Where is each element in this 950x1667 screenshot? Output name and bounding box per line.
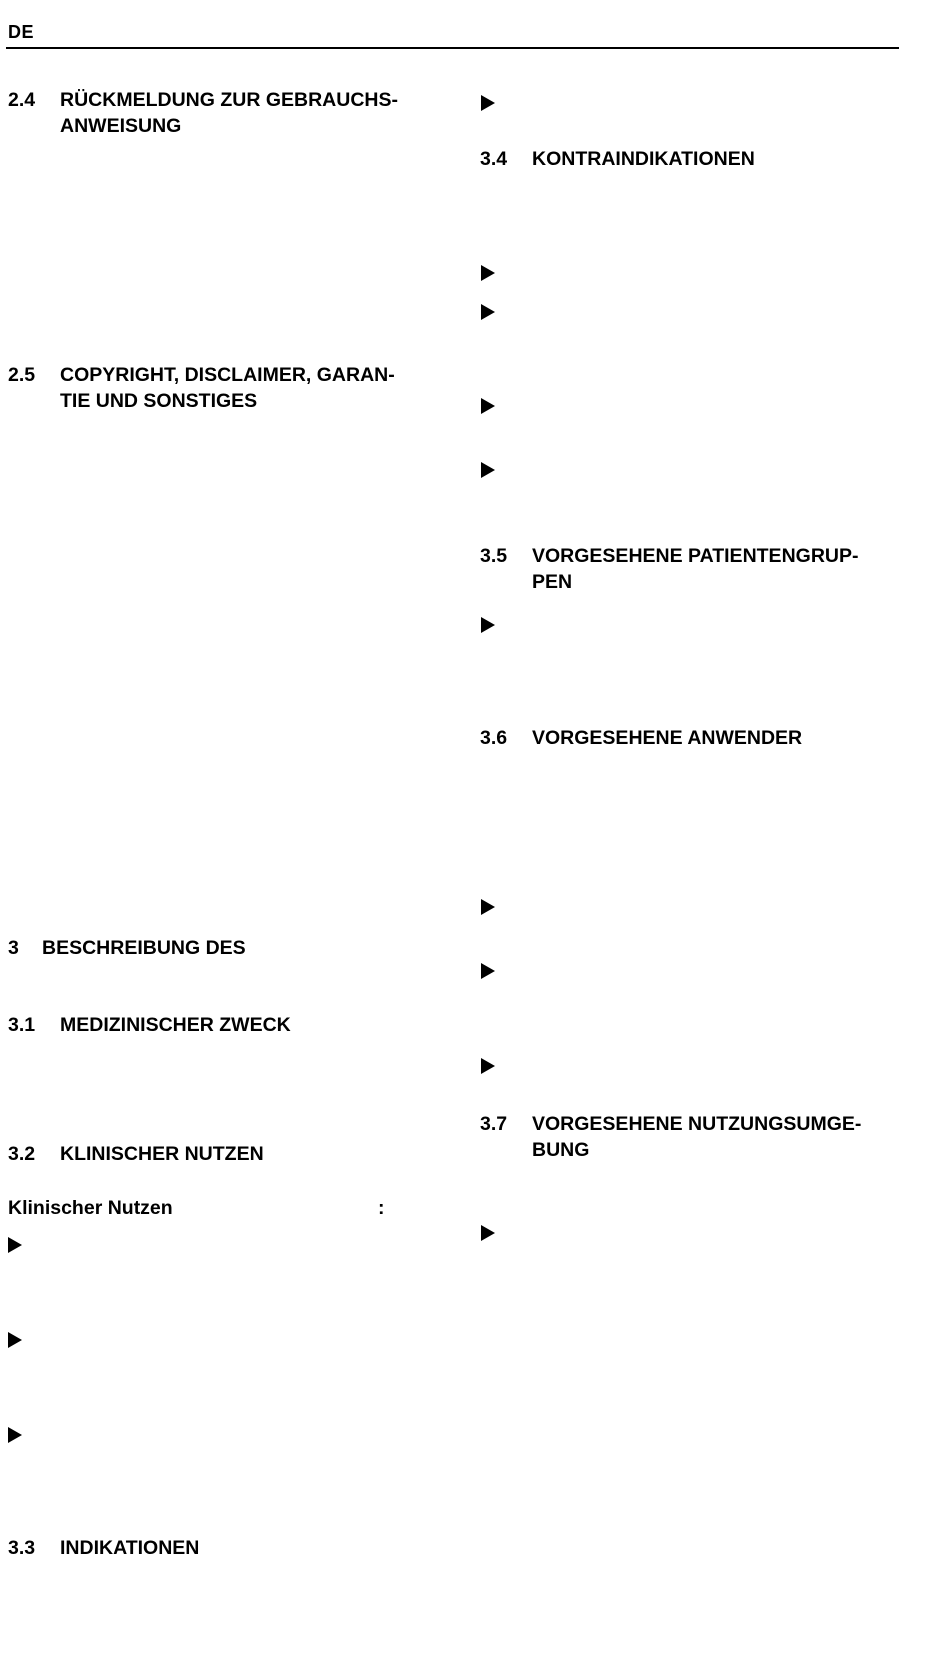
section-title-line-1: VORGESEHENE PATIENTENGRUP- — [532, 545, 859, 567]
section-number: 2.4 — [8, 89, 36, 111]
section-title: MEDIZINISCHER ZWECK — [60, 1014, 291, 1036]
language-code: DE — [8, 22, 35, 42]
section-title-line-1: VORGESEHENE NUTZUNGSUMGE- — [532, 1113, 862, 1135]
clinical-benefit-colon: : — [378, 1197, 385, 1219]
section-title-line-2: BUNG — [532, 1139, 590, 1161]
section-title-line-2: PEN — [532, 571, 573, 593]
section-title: KONTRAINDIKATIONEN — [532, 148, 755, 170]
section-number: 3 — [8, 937, 19, 959]
section-number: 3.5 — [480, 545, 508, 567]
section-number: 3.4 — [480, 148, 508, 170]
section-title: VORGESEHENE ANWENDER — [532, 727, 803, 749]
bullet-arrow-icon — [8, 1427, 22, 1443]
section-number: 3.6 — [480, 727, 508, 749]
bullet-arrow-icon — [8, 1237, 22, 1253]
section-title-line-1: RÜCKMELDUNG ZUR GEBRAUCHS- — [60, 89, 398, 111]
section-number: 3.7 — [480, 1113, 508, 1135]
section-number: 2.5 — [8, 364, 36, 386]
section-title: KLINISCHER NUTZEN — [60, 1143, 264, 1165]
bullet-arrow-icon — [481, 963, 495, 979]
bullet-arrow-icon — [8, 1332, 22, 1348]
header-divider — [6, 47, 899, 49]
bullet-arrow-icon — [481, 265, 495, 281]
bullet-arrow-icon — [481, 1058, 495, 1074]
bullet-arrow-icon — [481, 462, 495, 478]
section-title: INDIKATIONEN — [60, 1537, 200, 1559]
bullet-arrow-icon — [481, 304, 495, 320]
section-title-line-1: COPYRIGHT, DISCLAIMER, GARAN- — [60, 364, 395, 386]
bullet-arrow-icon — [481, 617, 495, 633]
section-number: 3.3 — [8, 1537, 36, 1559]
section-title-line-2: ANWEISUNG — [60, 115, 182, 137]
section-number: 3.2 — [8, 1143, 36, 1165]
bullet-arrow-icon — [481, 398, 495, 414]
bullet-arrow-icon — [481, 1225, 495, 1241]
clinical-benefit-label: Klinischer Nutzen — [8, 1197, 173, 1219]
section-title-line-2: TIE UND SONSTIGES — [60, 390, 258, 412]
section-number: 3.1 — [8, 1014, 36, 1036]
bullet-arrow-icon — [481, 95, 495, 111]
section-title: BESCHREIBUNG DES — [42, 937, 246, 959]
bullet-arrow-icon — [481, 899, 495, 915]
